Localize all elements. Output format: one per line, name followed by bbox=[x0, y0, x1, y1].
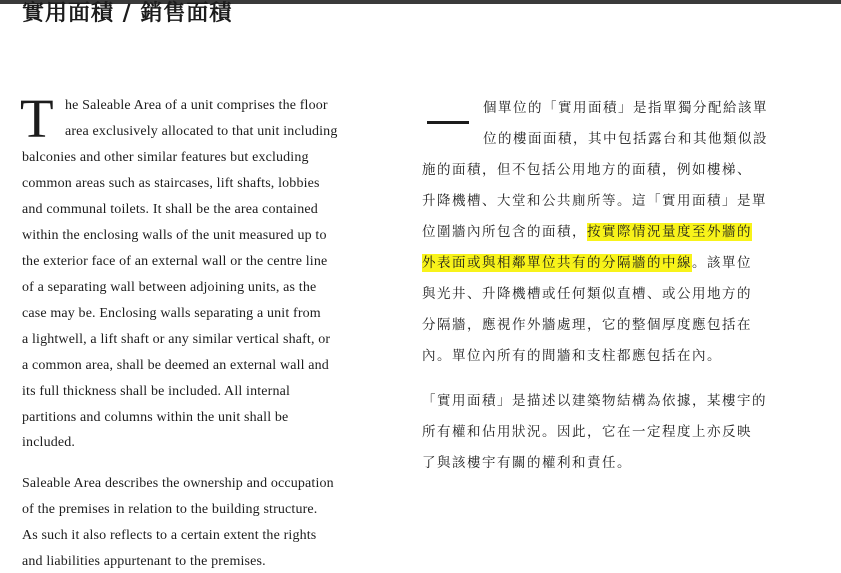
text-line: partitions and columns within the unit shall be bbox=[22, 410, 289, 425]
text-line bbox=[422, 222, 752, 242]
text-line: Saleable Area describes the ownership and occupation bbox=[22, 476, 334, 491]
text-line: 內。單位內所有的間牆和支柱都應包括在內。 bbox=[422, 348, 722, 364]
text-line: 所有權和佔用狀況。因此，它在一定程度上亦反映 bbox=[422, 424, 752, 440]
text-line: its full thickness shall be included. All internal bbox=[22, 384, 291, 399]
text-line: 個單位的「實用面積」是指單獨分配給該單 bbox=[483, 100, 768, 116]
text-line: within the enclosing walls of the unit measured up to bbox=[22, 228, 327, 243]
text-line: he Saleable Area of a unit comprises the floor bbox=[65, 98, 328, 113]
text-segment: 位圍牆內所包含的面積， bbox=[422, 224, 587, 240]
text-line: 了與該樓宇有關的權利和責任。 bbox=[422, 455, 632, 471]
text-line: and communal toilets. It shall be the area contained bbox=[22, 202, 318, 217]
text-line: balconies and other similar features but excluding bbox=[22, 150, 309, 165]
text-line: As such it also reflects to a certain extent the rights bbox=[22, 528, 317, 543]
text-line: 「實用面積」是描述以建築物結構為依據，某樓宇的 bbox=[422, 393, 767, 409]
text-line: of the premises in relation to the building structure. bbox=[22, 502, 318, 517]
drop-cap: T bbox=[20, 88, 54, 149]
text-line bbox=[422, 253, 752, 273]
text-line: case may be. Enclosing walls separating a unit from bbox=[22, 306, 321, 321]
text-line: 升降機槽、大堂和公共廁所等。這「實用面積」是單 bbox=[422, 193, 767, 209]
text-line: 分隔牆，應視作外牆處理，它的整個厚度應包括在 bbox=[422, 317, 752, 333]
drop-cap-dash bbox=[427, 121, 469, 124]
text-segment: 。該單位 bbox=[692, 255, 752, 271]
text-line: common areas such as staircases, lift shafts, lobbies bbox=[22, 176, 320, 191]
text-line: a lightwell, a lift shaft or any similar vertical shaft, or bbox=[22, 332, 331, 347]
text-line: area exclusively allocated to that unit including bbox=[65, 124, 338, 139]
text-line: the exterior face of an external wall or the centre line bbox=[22, 254, 328, 269]
highlighted-text: 按實際情況量度至外牆的 bbox=[587, 224, 752, 240]
text-line: 施的面積，但不包括公用地方的面積，例如樓梯、 bbox=[422, 162, 752, 178]
highlighted-text: 外表面或與相鄰單位共有的分隔牆的中線 bbox=[422, 255, 692, 271]
text-line: included. bbox=[22, 435, 76, 450]
text-line: and liabilities appurtenant to the premises. bbox=[22, 554, 266, 569]
text-line: a common area, shall be deemed an external wall and bbox=[22, 358, 329, 373]
text-line: of a separating wall between adjoining units, as the bbox=[22, 280, 317, 295]
text-line: 位的樓面面積，其中包括露台和其他類似設 bbox=[483, 131, 768, 147]
text-line: 與光井、升降機槽或任何類似直槽、或公用地方的 bbox=[422, 286, 752, 302]
page-title: 實用面積 / 銷售面積 bbox=[22, 0, 233, 26]
